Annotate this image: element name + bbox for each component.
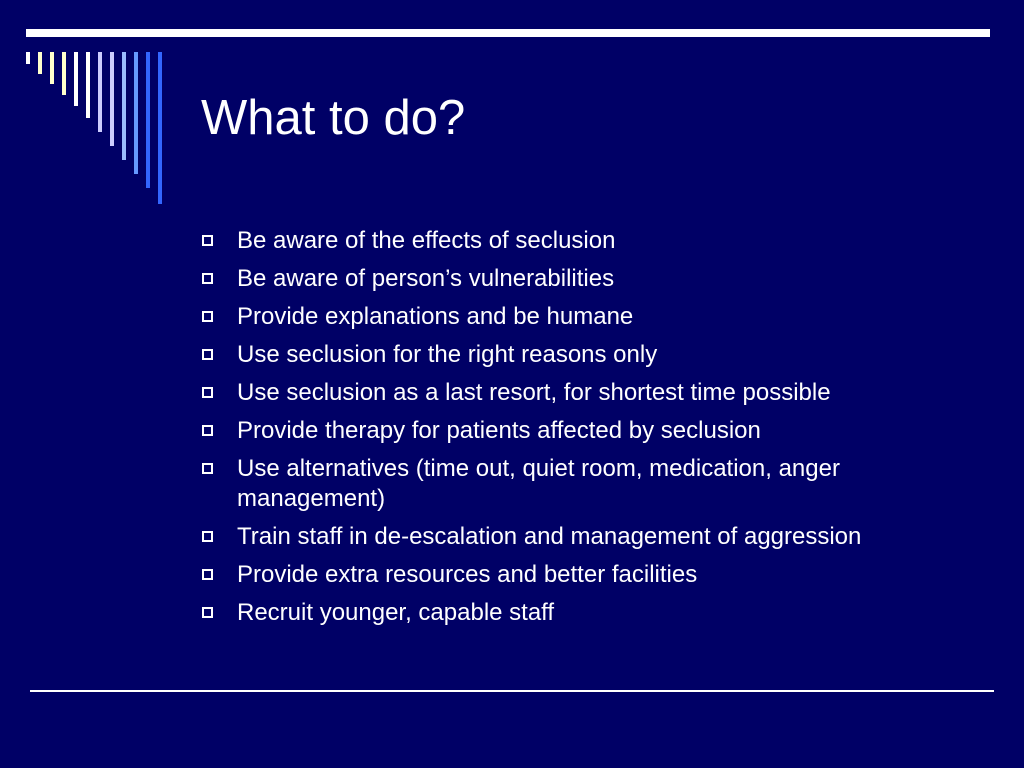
list-item	[198, 560, 968, 590]
square-bullet-icon	[202, 425, 213, 436]
square-bullet-icon	[202, 463, 213, 474]
stripe	[98, 52, 102, 132]
stripe	[74, 52, 78, 106]
bullet-text: Use seclusion for the right reasons only	[237, 341, 658, 368]
bullet-text: Recruit younger, capable staff	[237, 599, 555, 626]
stripe	[146, 52, 150, 188]
list-item	[198, 416, 968, 446]
stripe	[122, 52, 126, 160]
list-item	[198, 264, 968, 294]
stripe	[86, 52, 90, 118]
top-rule	[26, 29, 990, 37]
bullet-text: Use seclusion as a last resort, for shortest time possible	[237, 379, 831, 406]
stripe	[50, 52, 54, 84]
bullet-text: Provide extra resources and better facilities	[237, 561, 698, 588]
stripe	[158, 52, 162, 204]
square-bullet-icon	[202, 235, 213, 246]
stripe	[62, 52, 66, 95]
bullet-text: Be aware of the effects of seclusion	[237, 227, 616, 254]
list-item	[198, 378, 968, 408]
list-item	[198, 226, 968, 256]
list-item	[198, 598, 968, 628]
list-item	[198, 340, 968, 370]
bullet-text: Be aware of person’s vulnerabilities	[237, 265, 615, 292]
bullet-text: Provide explanations and be humane	[237, 303, 634, 330]
list-item	[198, 454, 968, 514]
stripe	[38, 52, 42, 74]
stripe	[110, 52, 114, 146]
list-item	[198, 302, 968, 332]
bottom-rule	[30, 690, 994, 692]
square-bullet-icon	[202, 569, 213, 580]
square-bullet-icon	[202, 607, 213, 618]
stripe	[26, 52, 30, 64]
bullet-text: Use alternatives (time out, quiet room, medication, anger management)	[237, 455, 840, 512]
slide-title: What to do?	[201, 91, 466, 145]
bullet-text: Provide therapy for patients affected by seclusion	[237, 417, 761, 444]
list-item	[198, 522, 968, 552]
square-bullet-icon	[202, 531, 213, 542]
square-bullet-icon	[202, 273, 213, 284]
stripe	[134, 52, 138, 174]
square-bullet-icon	[202, 349, 213, 360]
decorative-stripes	[0, 0, 170, 210]
square-bullet-icon	[202, 387, 213, 398]
bullet-list	[198, 226, 968, 636]
bullet-text: Train staff in de-escalation and management of aggression	[237, 523, 862, 550]
square-bullet-icon	[202, 311, 213, 322]
